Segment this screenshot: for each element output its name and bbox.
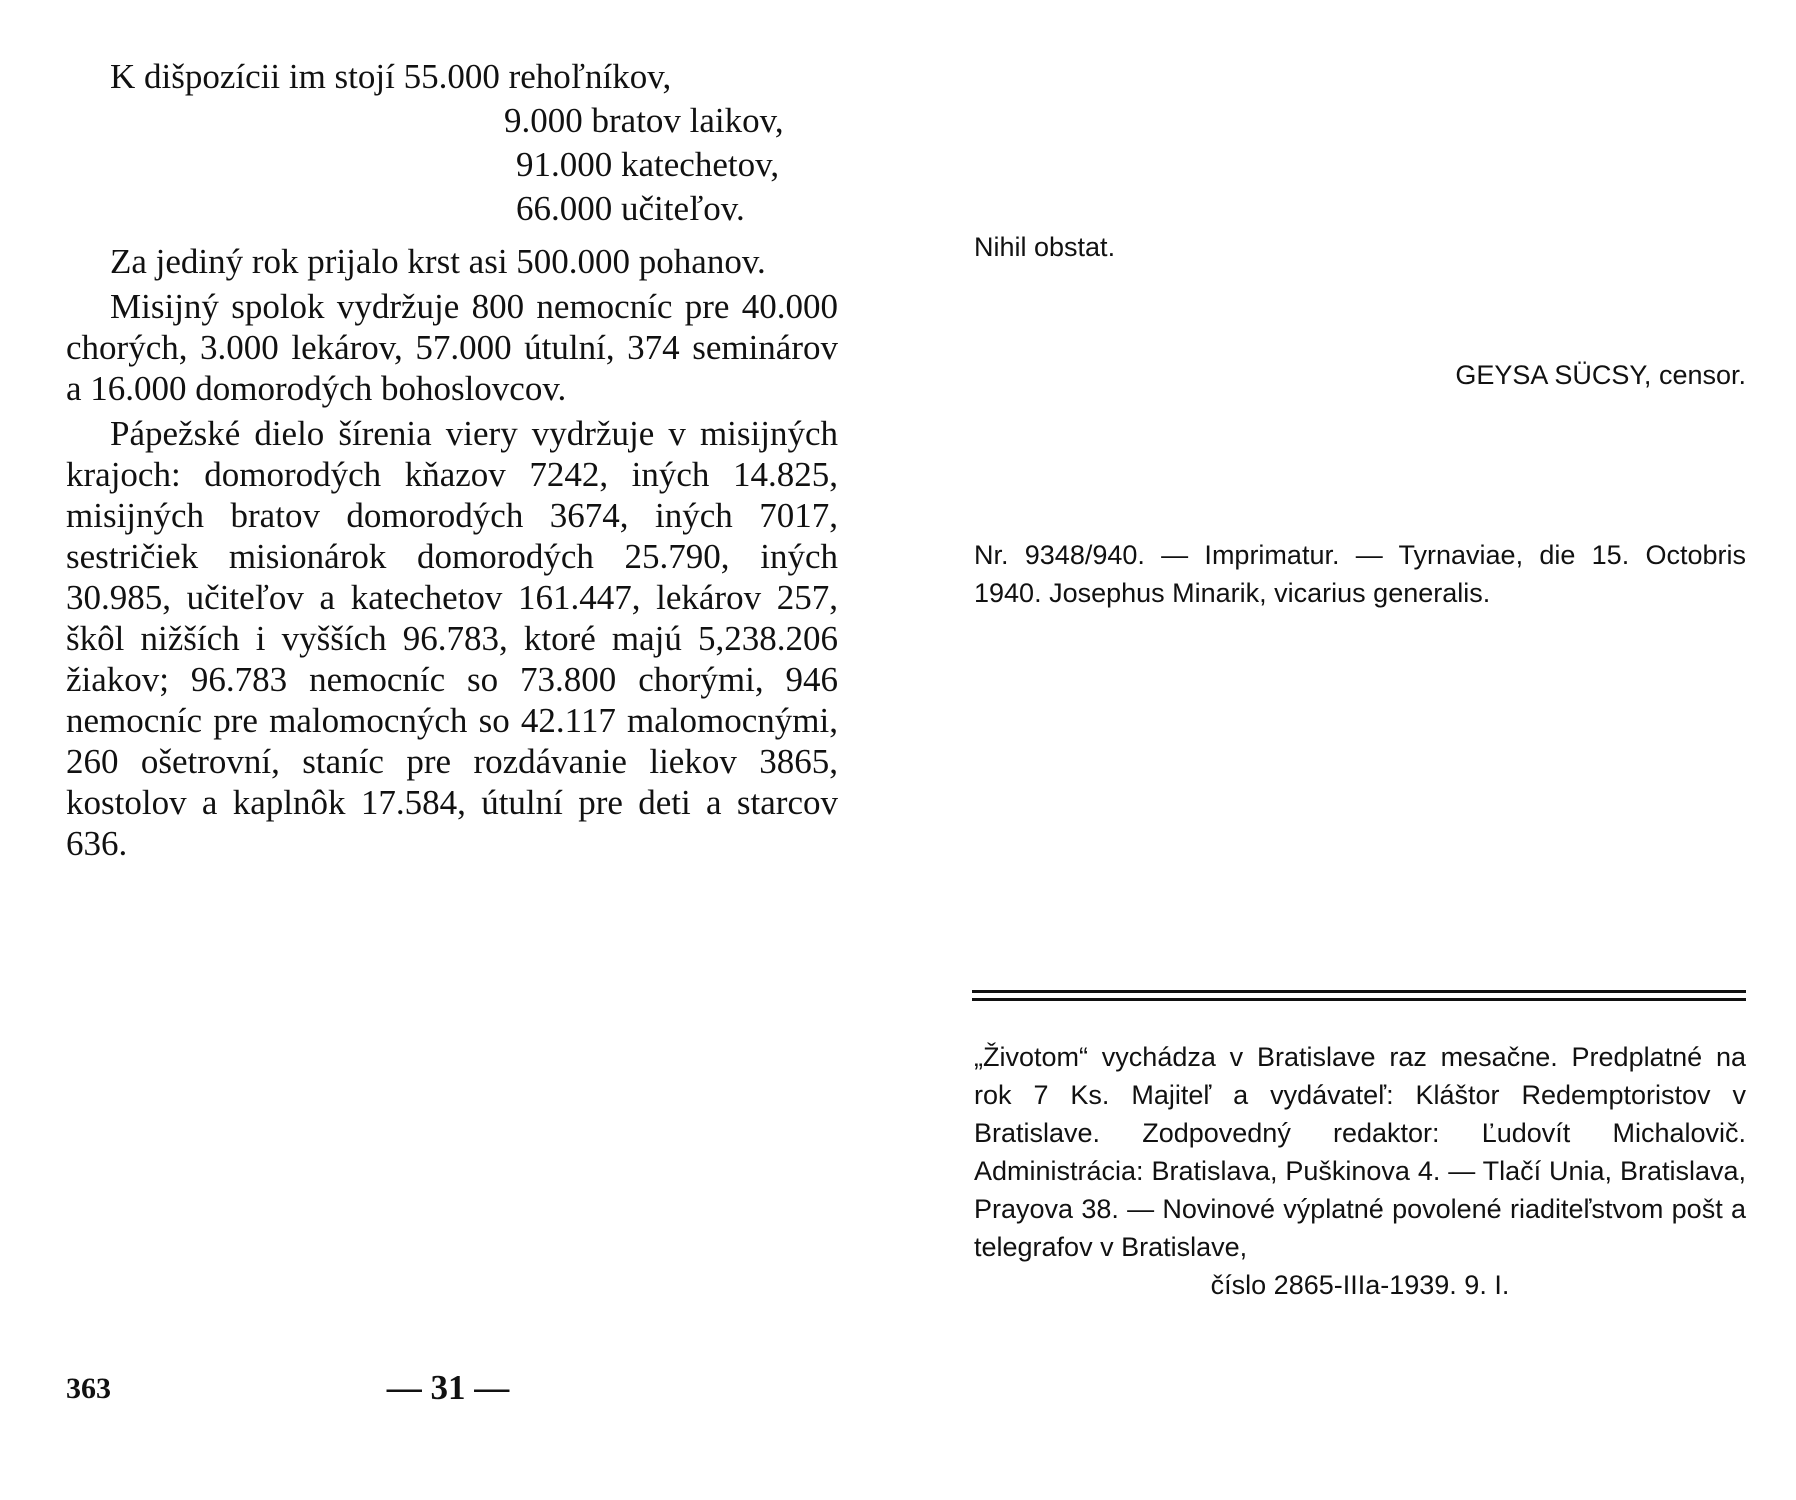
body-text	[66, 56, 838, 864]
folio-number: 363	[66, 1372, 111, 1405]
paragraph-mission-society: Misijný spolok vydržuje 800 nemocníc pre 40.000 chorých, 3.000 lekárov, 57.000 útulní, 374 seminárov a 16.000 domorodých bohoslovcov.	[66, 287, 838, 408]
right-page	[898, 0, 1796, 1500]
intro-line: K dišpozícii im stojí 55.000 rehoľníkov,	[110, 57, 672, 96]
stat-line-lay-brothers: 9.000 bratov laikov,	[504, 101, 784, 140]
rule-top	[972, 990, 1746, 993]
colophon-last-line: číslo 2865-IIIa-1939. 9. I.	[1210, 1270, 1510, 1300]
imprimatur: Nr. 9348/940. — Imprimatur. — Tyrnaviae, die 15. Octobris 1940. Josephus Minarik, vicarius generalis.	[974, 540, 1746, 608]
stat-line-catechists: 91.000 katechetov,	[516, 145, 780, 184]
colophon-main: „Životom“ vychádza v Bratislave raz mesačne. Predplatné na rok 7 Ks. Majiteľ a vydávateľ: Kláštor Redemptoristov v Bratislave. Zodpovedný redaktor: Ľudovít Michalovič. Administrácia: Bratislava, Puškinova 4. — Tlačí Unia, Bratislava, Prayova 38. — Novinové výplatné povolené riaditeľstvom pošt a telegrafov v Bratislave,	[974, 1042, 1746, 1262]
paragraph-baptisms: Za jediný rok prijalo krst asi 500.000 pohanov.	[110, 242, 766, 281]
staff-statistics	[66, 56, 838, 229]
paragraph-papal-work: Pápežské dielo šírenia viery vydržuje v misijných krajoch: domorodých kňazov 7242, iných 14.825, misijných bratov domorodých 3674, iných 7017, sestričiek misionárok domorodých 25.790, iných 30.985, učiteľov a katechetov 161.447, lekárov 257, škôl nižších i vyšších 96.783, ktoré majú 5,238.206 žiakov; 96.783 nemocníc so 73.800 chorými, 946 nemocníc pre malomocných so 42.117 malomocnými, 260 ošetrovní, staníc pre rozdávanie liekov 3865, kostolov a kaplnôk 17.584, útulní pre deti a starcov 636.	[66, 414, 838, 863]
rule-bottom	[972, 998, 1746, 1001]
page-number: — 31 —	[386, 1368, 510, 1407]
double-rule	[972, 990, 1746, 1006]
censor-signature: GEYSA SÜCSY, censor.	[1455, 360, 1746, 390]
stat-line-teachers: 66.000 učiteľov.	[516, 189, 745, 228]
nihil-obstat: Nihil obstat.	[974, 232, 1116, 262]
colophon	[974, 1038, 1746, 1304]
